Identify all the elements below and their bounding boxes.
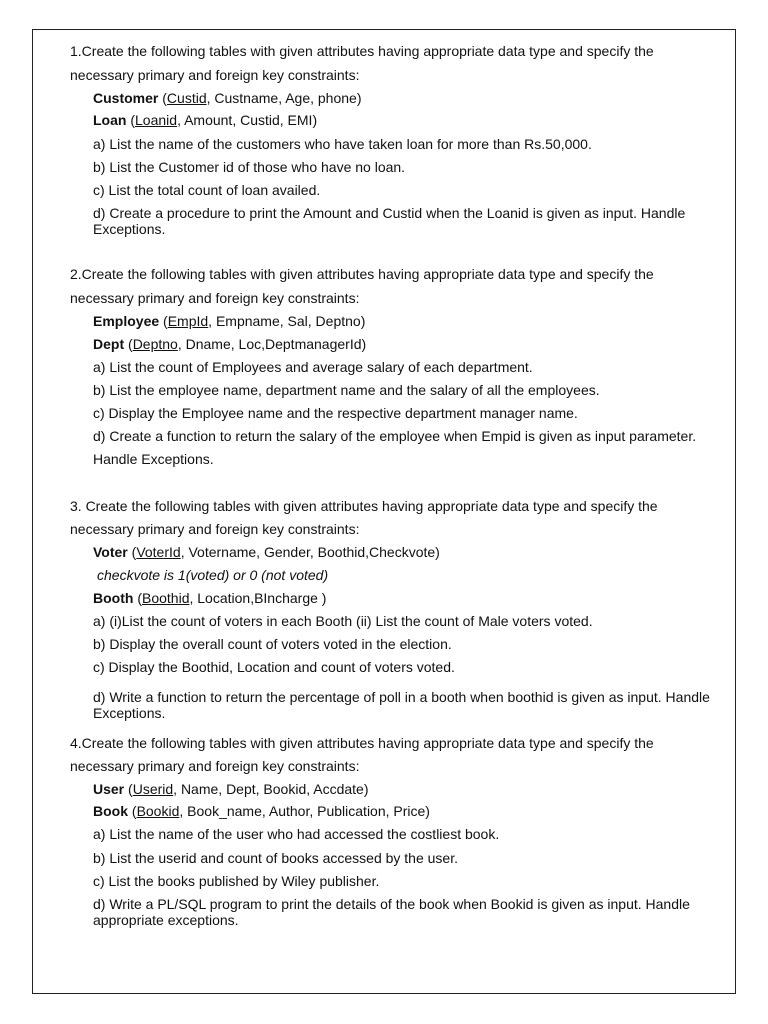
- primary-key: Loanid: [135, 112, 178, 128]
- q4-intro-line1: 4.Create the following tables with given attributes having appropriate data type and specify the: [70, 735, 654, 751]
- primary-key: Deptno: [132, 336, 178, 352]
- q4-table-user: [93, 781, 369, 798]
- table-name: Loan: [93, 112, 127, 128]
- q2-item-a: a) List the count of Employees and average salary of each department.: [93, 359, 533, 375]
- q1-item-a: a) List the name of the customers who have taken loan for more than Rs.50,000.: [93, 136, 592, 152]
- q3-item-c: c) Display the Boothid, Location and count of voters voted.: [93, 659, 455, 675]
- q4-item-d-line2: appropriate exceptions.: [93, 912, 239, 928]
- q1-intro-line2: necessary primary and foreign key constraints:: [70, 67, 360, 83]
- q1-item-d-line2: Exceptions.: [93, 221, 166, 237]
- q3-checkvote-note: checkvote is 1(voted) or 0 (not voted): [97, 567, 329, 583]
- table-name: Book: [93, 803, 128, 819]
- primary-key: Userid: [132, 781, 174, 797]
- q3-item-a: a) (i)List the count of voters in each Booth (ii) List the count of Male voters voted.: [93, 613, 593, 629]
- primary-key: Boothid: [142, 590, 190, 606]
- primary-key: EmpId: [167, 313, 209, 329]
- q4-intro-line2: necessary primary and foreign key constraints:: [70, 758, 360, 774]
- paren: (: [124, 781, 133, 797]
- q1-table-loan: [93, 112, 317, 129]
- q4-item-b: b) List the userid and count of books accessed by the user.: [93, 850, 458, 866]
- q1-intro-line1: 1.Create the following tables with given attributes having appropriate data type and specify the: [70, 43, 654, 59]
- q2-table-dept: [93, 336, 366, 353]
- q2-intro-line2: necessary primary and foreign key constraints:: [70, 290, 360, 306]
- paren: (: [133, 590, 142, 606]
- q2-table-employee: [93, 313, 365, 330]
- table-name: User: [93, 781, 125, 797]
- attributes: , Custname, Age, phone): [206, 90, 362, 106]
- q2-item-d-line1: d) Create a function to return the salary of the employee when Empid is given as input parameter.: [93, 428, 697, 444]
- primary-key: VoterId: [136, 544, 181, 560]
- q3-intro-line2: necessary primary and foreign key constraints:: [70, 521, 360, 537]
- primary-key: Custid: [166, 90, 207, 106]
- q3-table-booth: [93, 590, 326, 607]
- q1-item-d-line1: d) Create a procedure to print the Amount and Custid when the Loanid is given as input. Handle: [93, 205, 686, 221]
- attributes: , Amount, Custid, EMI): [177, 112, 318, 128]
- primary-key: Bookid: [136, 803, 180, 819]
- table-name: Employee: [93, 313, 160, 329]
- q2-item-c: c) Display the Employee name and the respective department manager name.: [93, 405, 578, 421]
- paren: (: [126, 112, 136, 128]
- q1-table-customer: [93, 90, 361, 107]
- q4-item-a: a) List the name of the user who had accessed the costliest book.: [93, 826, 500, 842]
- paren: (: [128, 803, 137, 819]
- paren: (: [127, 544, 137, 560]
- attributes: , Location,BIncharge ): [189, 590, 327, 606]
- q2-item-b: b) List the employee name, department name and the salary of all the employees.: [93, 382, 600, 398]
- q1-item-c: c) List the total count of loan availed.: [93, 182, 321, 198]
- table-name: Voter: [93, 544, 128, 560]
- q3-item-d-line2: Exceptions.: [93, 705, 166, 721]
- attributes: , Votername, Gender, Boothid,Checkvote): [180, 544, 440, 560]
- q3-table-voter: [93, 544, 440, 561]
- attributes: , Book_name, Author, Publication, Price): [179, 803, 430, 819]
- attributes: , Name, Dept, Bookid, Accdate): [173, 781, 369, 797]
- q3-intro-line1: 3. Create the following tables with given attributes having appropriate data type and specify the: [70, 498, 658, 514]
- table-name: Booth: [93, 590, 134, 606]
- table-name: Customer: [93, 90, 159, 106]
- q4-item-d-line1: d) Write a PL/SQL program to print the details of the book when Bookid is given as input. Handle: [93, 896, 690, 912]
- q2-intro-line1: 2.Create the following tables with given attributes having appropriate data type and specify the: [70, 266, 654, 282]
- paren: (: [159, 313, 168, 329]
- attributes: , Empname, Sal, Deptno): [208, 313, 366, 329]
- q1-item-b: b) List the Customer id of those who have no loan.: [93, 159, 406, 175]
- q3-item-d-line1: d) Write a function to return the percentage of poll in a booth when boothid is given as input. Handle: [93, 689, 710, 705]
- attributes: , Dname, Loc,DeptmanagerId): [177, 336, 367, 352]
- q4-table-book: [93, 803, 430, 820]
- q2-item-d-line2: Handle Exceptions.: [93, 451, 214, 467]
- q3-item-b: b) Display the overall count of voters voted in the election.: [93, 636, 452, 652]
- q4-item-c: c) List the books published by Wiley publisher.: [93, 873, 380, 889]
- paren: (: [124, 336, 133, 352]
- table-name: Dept: [93, 336, 125, 352]
- paren: (: [158, 90, 167, 106]
